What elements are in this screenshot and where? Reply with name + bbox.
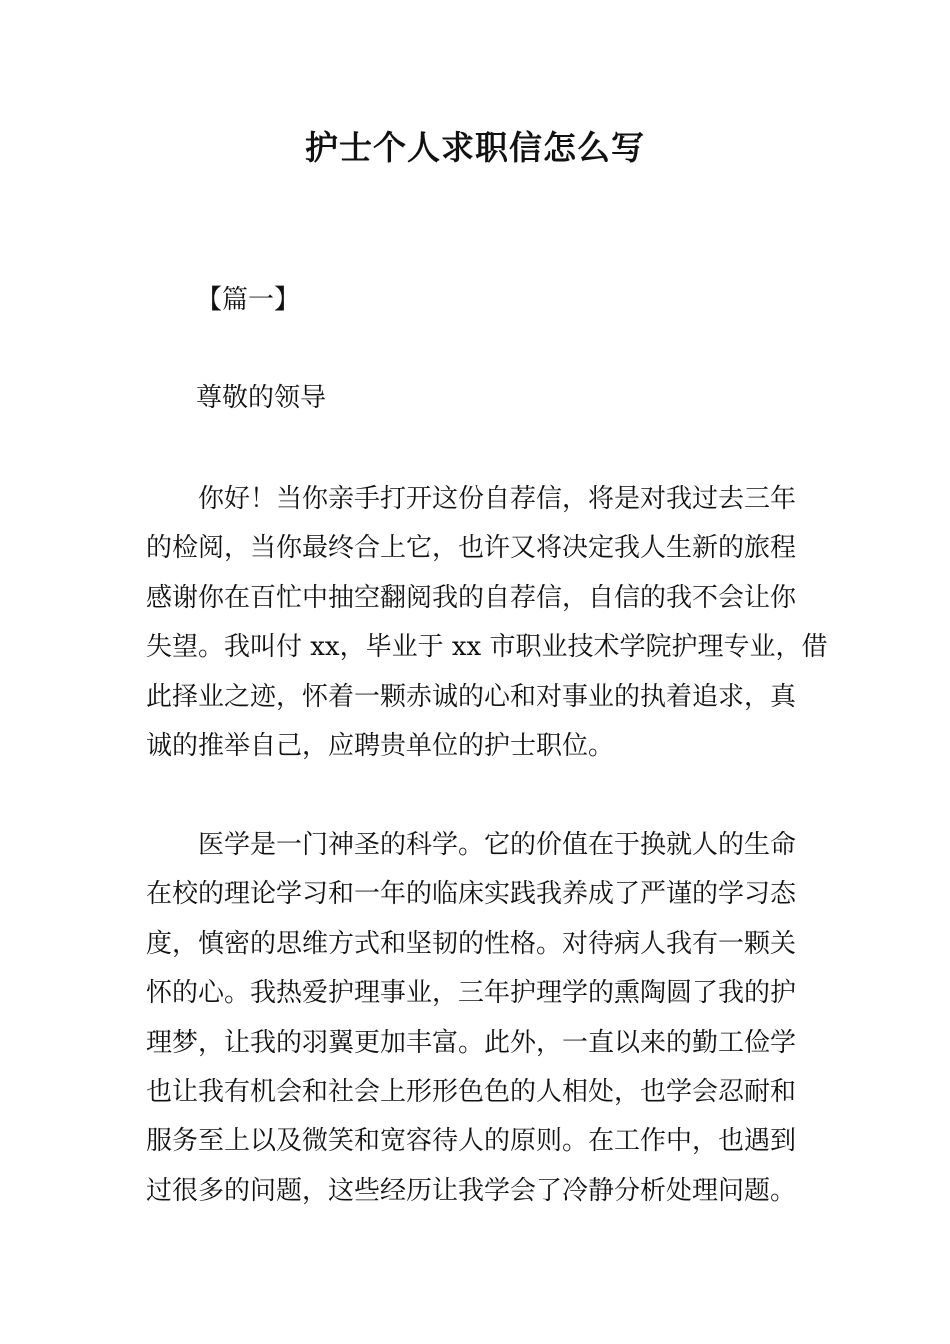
paragraph-line: 在校的理论学习和一年的临床实践我养成了严谨的学习态 [146, 879, 797, 910]
paragraph-line: 你好！当你亲手打开这份自荐信，将是对我过去三年 [198, 484, 797, 514]
paragraph-line: 诚的推举自己，应聘贵单位的护士职位。 [146, 731, 615, 762]
paragraph-line: 也让我有机会和社会上形形色色的人相处，也学会忍耐和 [146, 1077, 797, 1108]
paragraph-line: 此择业之迹，怀着一颗赤诚的心和对事业的执着追求，真 [146, 681, 797, 712]
paragraph-line: 失望。我叫付 xx，毕业于 xx 市职业技术学院护理专业，借 [146, 632, 828, 663]
paragraph-line: 医学是一门神圣的科学。它的价值在于换就人的生命 [198, 830, 797, 860]
paragraph-line: 过很多的问题，这些经历让我学会了冷静分析处理问题。 [146, 1175, 797, 1206]
paragraph-line: 感谢你在百忙中抽空翻阅我的自荐信，自信的我不会让你 [146, 582, 797, 613]
paragraph-line: 怀的心。我热爱护理事业，三年护理学的熏陶圆了我的护 [146, 978, 797, 1009]
paragraph-1 [146, 475, 828, 771]
paragraph-line: 的检阅，当你最终合上它，也许又将决定我人生新的旅程 [146, 533, 797, 564]
paragraph-2 [146, 821, 806, 1216]
paragraph-line: 服务至上以及微笑和宽容待人的原则。在工作中，也遇到 [146, 1126, 797, 1157]
document-title: 护士个人求职信怎么写 [305, 128, 645, 167]
paragraph-line: 度，慎密的思维方式和坚韧的性格。对待病人我有一颗关 [146, 928, 797, 959]
paragraph-line: 理梦，让我的羽翼更加丰富。此外，一直以来的勤工俭学 [146, 1027, 797, 1058]
salutation: 尊敬的领导 [196, 383, 327, 413]
section-label: 【篇一】 [196, 285, 301, 315]
